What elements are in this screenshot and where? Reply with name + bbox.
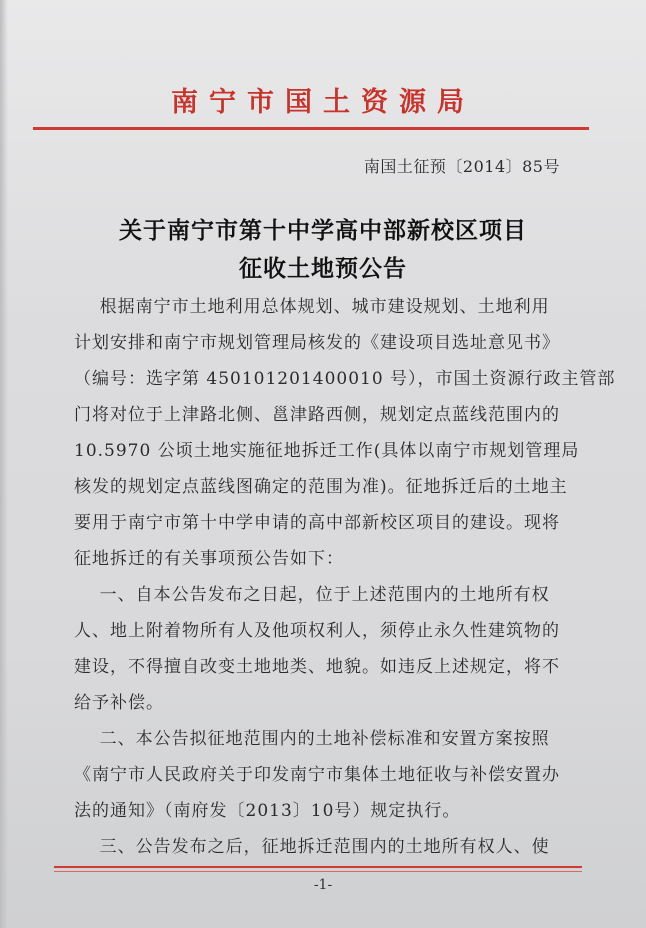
body-line: 计划安排和南宁市规划管理局核发的《建设项目选址意见书》 [74, 333, 560, 353]
body-line: （编号：选字第 450101201400010 号），市国土资源行政主管部 [74, 369, 616, 389]
body-line: 人、地上附着物所有人及他项权利人，须停止永久性建筑物的 [74, 621, 560, 641]
body-line: 建设，不得擅自改变土地地类、地貌。如违反上述规定，将不 [74, 657, 560, 677]
document-title-line-1: 关于南宁市第十中学高中部新校区项目 [119, 217, 527, 244]
body-line: 一、自本公告发布之日起，位于上述范围内的土地所有权 [74, 585, 550, 605]
body-line: 给予补偿。 [74, 693, 164, 713]
document-number: 南国土征预〔2014〕85号 [363, 157, 560, 176]
body-line: 二、本公告拟征地范围内的土地补偿标准和安置方案按照 [74, 729, 550, 749]
body-line: 征地拆迁的有关事项预公告如下： [74, 549, 344, 569]
footer-red-rule [54, 866, 582, 868]
page-edge-shadow [0, 0, 8, 928]
body-line: 要用于南宁市第十中学申请的高中部新校区项目的建设。现将 [74, 513, 560, 533]
body-line: 10.5970 公顷土地实施征地拆迁工作(具体以南宁市规划管理局 [74, 441, 580, 461]
body-line: 核发的规划定点蓝线图确定的范围为准)。征地拆迁后的土地主 [74, 477, 568, 497]
footer-red-rule-thin [54, 871, 582, 872]
page-number: -1- [313, 877, 333, 893]
document-title-line-2: 征收土地预公告 [239, 255, 407, 282]
body-line: 门将对位于上津路北侧、邕津路西侧，规划定点蓝线范围内的 [74, 405, 560, 425]
header-red-rule [33, 127, 589, 130]
agency-header: 南宁市国土资源局 [171, 87, 475, 118]
body-line: 根据南宁市土地利用总体规划、城市建设规划、土地利用 [74, 297, 550, 317]
body-line: 三、公告发布之后，征地拆迁范围内的土地所有权人、使 [74, 837, 550, 857]
body-line: 法的通知》（南府发〔2013〕10号）规定执行。 [74, 801, 461, 821]
body-line: 《南宁市人民政府关于印发南宁市集体土地征收与补偿安置办 [74, 765, 560, 785]
